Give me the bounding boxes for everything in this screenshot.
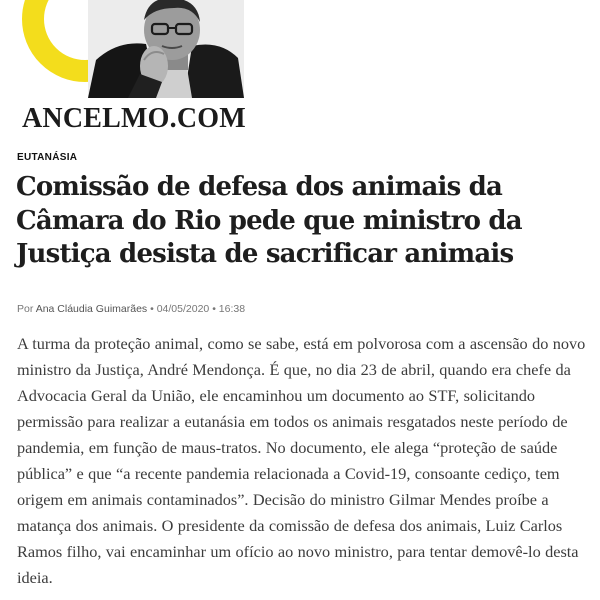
article-byline: [17, 303, 245, 315]
byline-separator: •: [150, 303, 154, 315]
column-header-banner: [0, 0, 600, 100]
byline-author[interactable]: Ana Cláudia Guimarães: [35, 303, 148, 315]
article-body-paragraph: A turma da proteção animal, como se sabe, está em polvorosa com a ascensão do novo ministro da Justiça, André Mendonça. É que, no dia 23 de abril, quando era chefe da Advocacia Geral da União, ele encaminhou um documento ao STF, solicitando permissão para realizar a eutanásia em todos os animais resgatados neste período de pandemia, em função de maus-tratos. No documento, ele alega “proteção de saúde pública” e que “a recente pandemia relacionada a Covid-19, consoante cediço, tem origem em animais contaminados”. Decisão do ministro Gilmar Mendes proíbe a matança dos animais. O presidente da comissão de defesa dos animais, Luiz Carlos Ramos filho, vai encaminhar um ofício ao novo ministro, para tentar demovê-lo desta ideia.: [17, 334, 586, 587]
byline-prefix: Por: [17, 303, 34, 315]
article-headline: Comissão de defesa dos animais da Câmara do Rio pede que ministro da Justiça desista de sacrificar animais: [16, 172, 522, 269]
byline-separator-2: •: [212, 303, 216, 315]
site-brand-logo[interactable]: ANCELMO.COM: [22, 103, 246, 134]
section-tag[interactable]: EUTANÁSIA: [17, 152, 78, 163]
byline-date: 04/05/2020: [156, 303, 210, 315]
columnist-portrait-image: [88, 0, 244, 98]
columnist-photo: [88, 0, 244, 98]
byline-time: 16:38: [218, 303, 246, 315]
